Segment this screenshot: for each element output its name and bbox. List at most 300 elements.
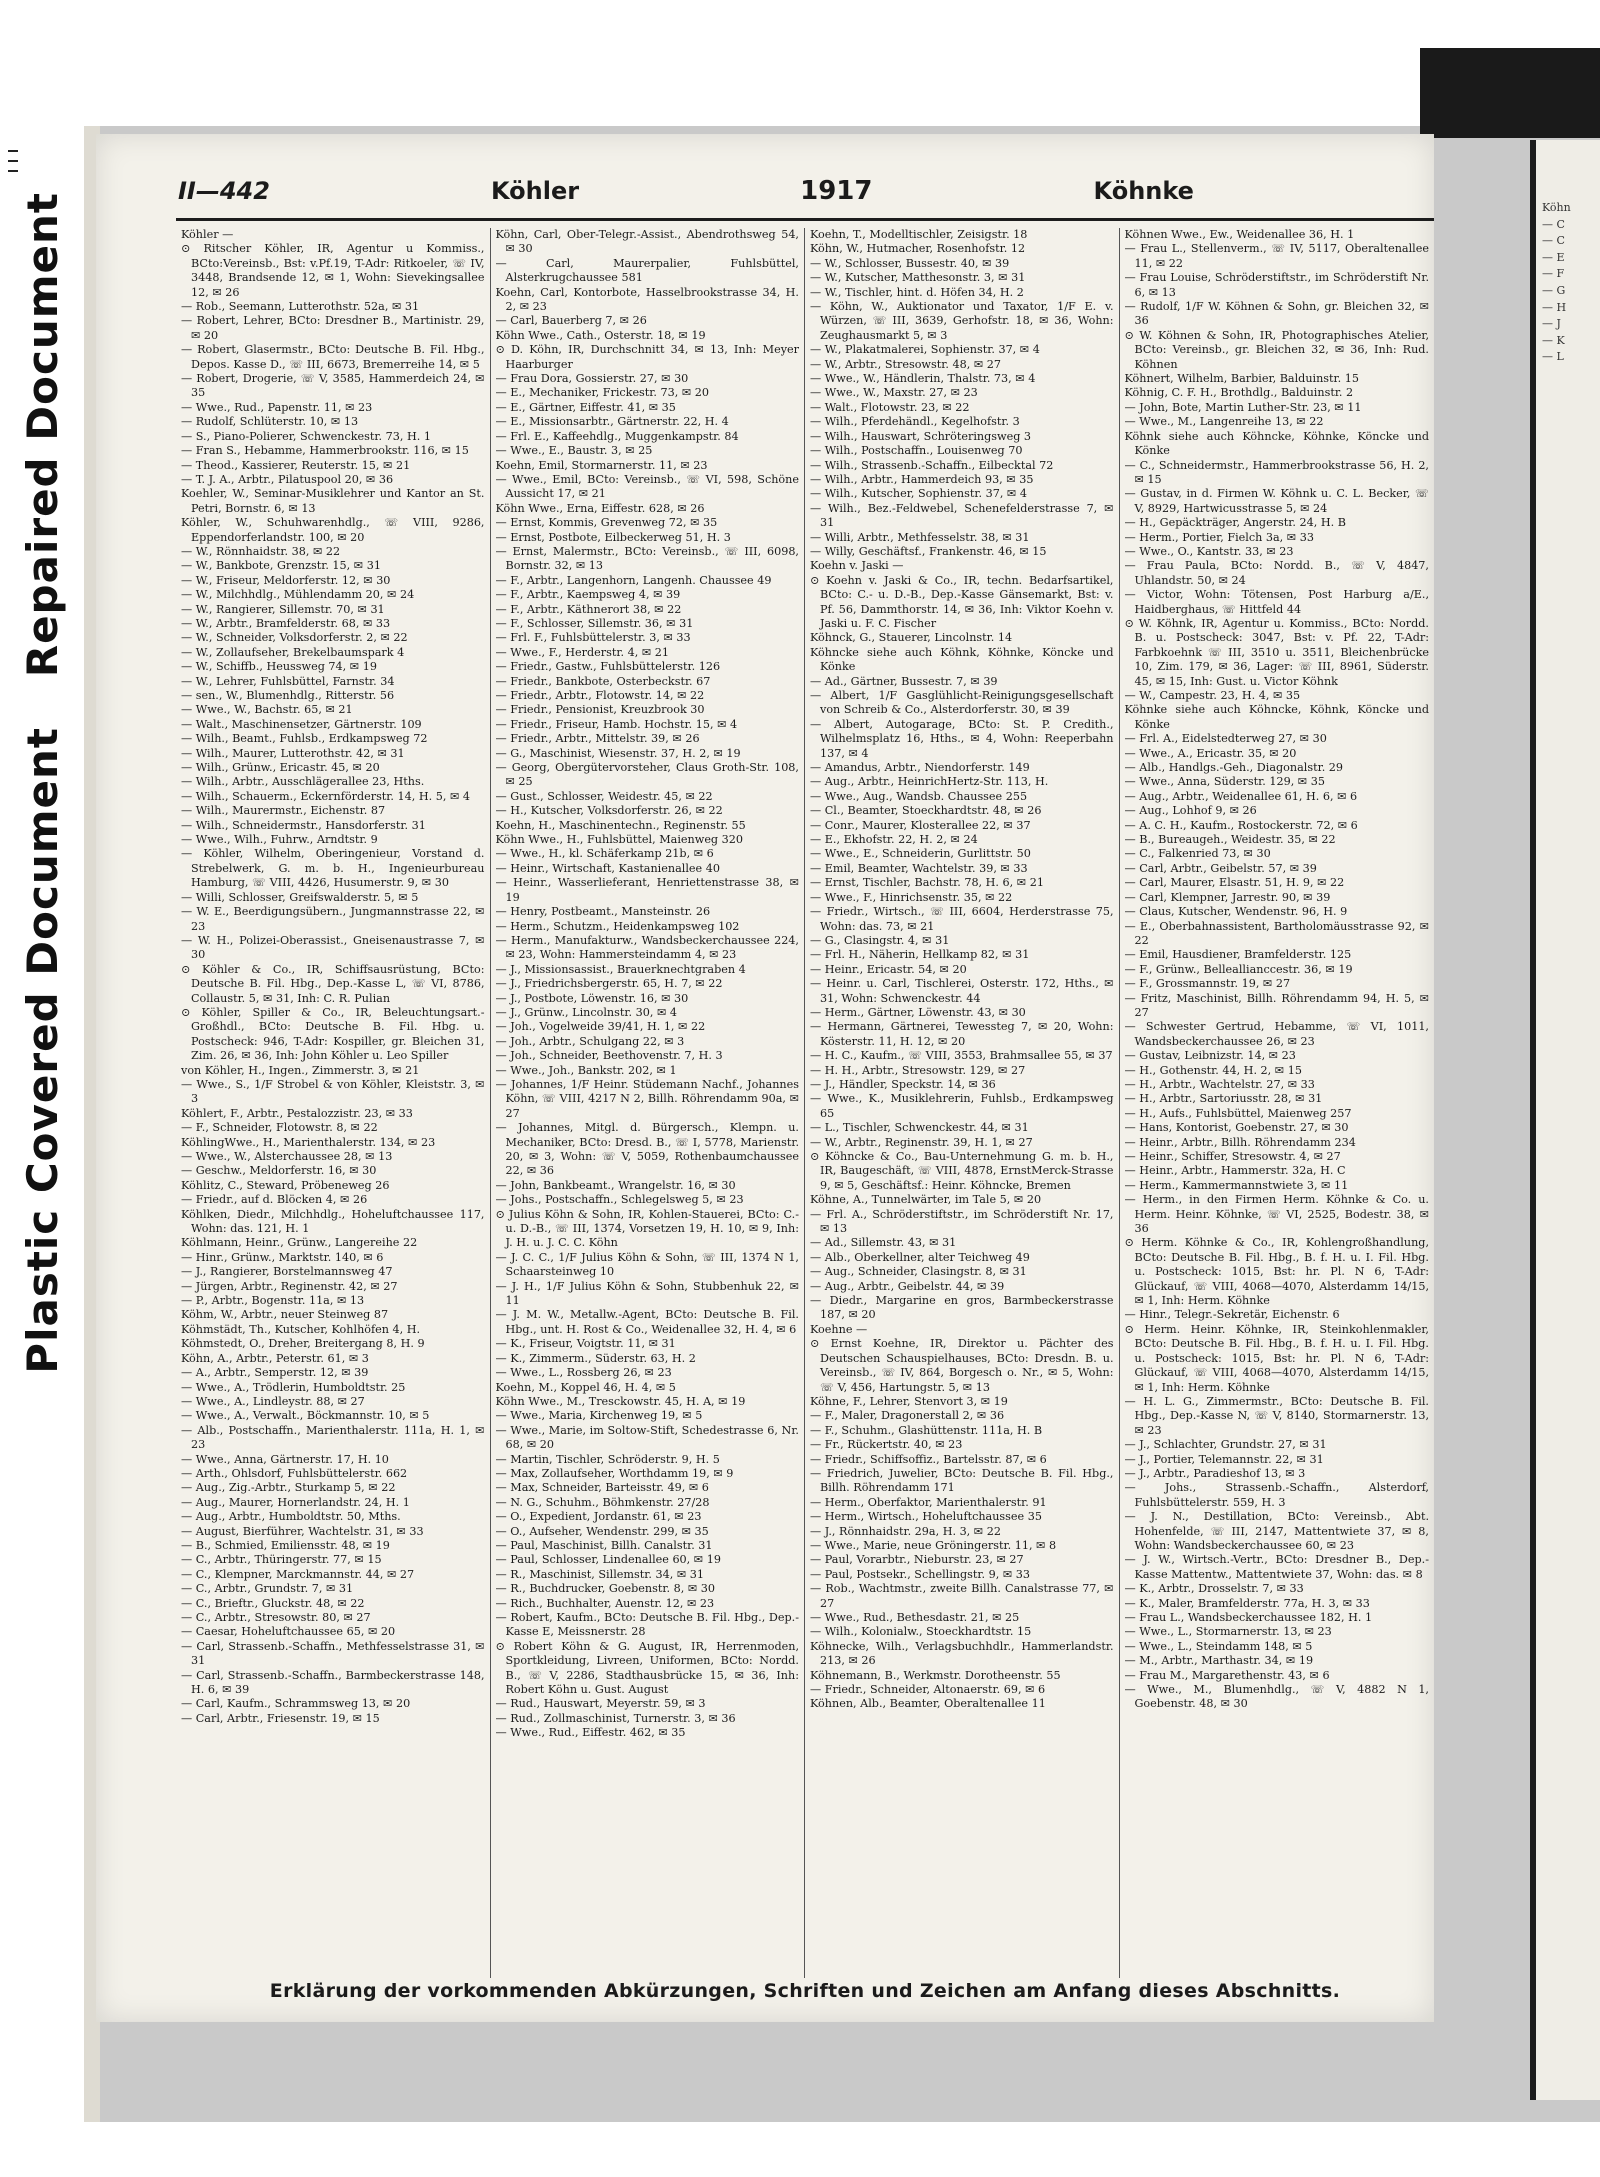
directory-entry: — Wilh., Maurer, Lutterothstr. 42, ✉ 31: [181, 746, 405, 760]
directory-entry: — Max, Schneider, Barteisstr. 49, ✉ 6: [495, 1481, 709, 1495]
directory-entry: — Walt., Maschinensetzer, Gärtnerstr. 109: [181, 717, 422, 731]
directory-entry: Köhn Wwe., M., Tresckowstr. 45, H. A, ✉ 19: [495, 1394, 746, 1408]
directory-entry: — Joh., Vogelweide 39/41, H. 1, ✉ 22: [495, 1020, 706, 1034]
directory-entry: — Wwe., Rud., Papenstr. 11, ✉ 23: [181, 400, 373, 414]
directory-entry: ⊙ Herm. Köhnke & Co., IR, Kohlengroßhandlung, BCto: Deutsche B. Fil. Hbg., B. f. H. u. I. Fil. Hbg. u. Postscheck: 1015, Bst: hr. Pl. N 6, T-Adr: Glückauf, ☏ VIII, 4068—4070, Alsterdamm 14/15, ✉ 1, Inh: Herm. Köhnke: [1124, 1236, 1429, 1308]
directory-entry: — Cl., Beamter, Stoeckhardtstr. 48, ✉ 26: [810, 804, 1042, 818]
directory-entry: — H. H., Arbtr., Stresowstr. 129, ✉ 27: [810, 1063, 1026, 1077]
directory-entry: — Claus, Kutscher, Wendenstr. 96, H. 9: [1124, 905, 1348, 919]
header-year: 1917: [800, 176, 873, 206]
directory-entry: — Paul, Schlosser, Lindenallee 60, ✉ 19: [495, 1553, 721, 1567]
directory-entry: — Heinr. u. Carl, Tischlerei, Osterstr. 172, Hths., ✉ 31, Wohn: Schwenckestr. 44: [810, 977, 1114, 1005]
directory-entry: Köhnig, C. F. H., Brothdlg., Balduinstr. 2: [1124, 386, 1354, 400]
directory-entry: — Friedr., Wirtsch., ☏ III, 6604, Herderstrasse 75, Wohn: das. 73, ✉ 21: [810, 905, 1114, 933]
directory-entry: — Wwe., K., Musiklehrerin, Fuhlsb., Erdkampsweg 65: [810, 1092, 1114, 1120]
column-2: [491, 228, 806, 1978]
directory-entry: — Max, Zollaufseher, Worthdamm 19, ✉ 9: [495, 1466, 734, 1480]
directory-entry: Köhlmann, Heinr., Grünw., Langereihe 22: [181, 1236, 418, 1250]
directory-entry: — Schwester Gertrud, Hebamme, ☏ VI, 1011, Wandsbeckerchaussee 26, ✉ 23: [1124, 1020, 1429, 1048]
directory-entry: — F., Arbtr., Käthnerort 38, ✉ 22: [495, 602, 682, 616]
directory-entry: — Ad., Gärtner, Bussestr. 7, ✉ 39: [810, 674, 998, 688]
directory-entry: — G., Clasingstr. 4, ✉ 31: [810, 933, 950, 947]
directory-entry: — Willi, Arbtr., Methfesselstr. 38, ✉ 31: [810, 530, 1030, 544]
directory-entry: — Wilh., Schauerm., Eckernförderstr. 14, H. 5, ✉ 4: [181, 789, 471, 803]
directory-entry: — J. C. C., 1/F Julius Köhn & Sohn, ☏ III, 1374 N 1, Schaarsteinweg 10: [495, 1250, 799, 1279]
directory-entry: Koehler, W., Seminar-Musiklehrer und Kantor an St. Petri, Bornstr. 6, ✉ 13: [181, 487, 485, 515]
directory-entry: — Aug., Schneider, Clasingstr. 8, ✉ 31: [810, 1265, 1027, 1279]
directory-entry: Koehn, Emil, Stormarnerstr. 11, ✉ 23: [495, 458, 708, 472]
directory-entry: — Wwe., A., Verwalt., Böckmannstr. 10, ✉ 5: [181, 1409, 430, 1423]
directory-entry: — Wilh., Hauswart, Schröteringsweg 3: [810, 429, 1032, 443]
directory-entry: — Herm., Manufakturw., Wandsbeckerchaussee 224, ✉ 23, Wohn: Hammersteindamm 4, ✉ 23: [495, 933, 799, 962]
directory-entry: — Fran S., Hebamme, Hammerbrookstr. 116, ✉ 15: [181, 444, 469, 458]
page-footer: Erklärung der vorkommenden Abkürzungen, Schriften und Zeichen am Anfang dieses Abschnitts.: [269, 1980, 1341, 2002]
repaired-document-label: [0, 170, 84, 700]
directory-entry: — C., Arbtr., Grundstr. 7, ✉ 31: [181, 1582, 354, 1596]
directory-entry: — Paul, Postsekr., Schellingstr. 9, ✉ 33: [810, 1567, 1031, 1581]
directory-entry: — R., Buchdrucker, Goebenstr. 8, ✉ 30: [495, 1582, 715, 1596]
column-3: [805, 228, 1120, 1978]
directory-entry: — Rud., Hauswart, Meyerstr. 59, ✉ 3: [495, 1697, 706, 1711]
column-4: [1120, 228, 1435, 1978]
directory-entry: Köhn, A., Arbtr., Peterstr. 61, ✉ 3: [181, 1351, 369, 1365]
directory-entry: — Friedr., auf d. Blöcken 4, ✉ 26: [181, 1193, 368, 1207]
directory-entry: — Heinr., Ericastr. 54, ✉ 20: [810, 962, 967, 976]
directory-entry: — F., Schneider, Flotowstr. 8, ✉ 22: [181, 1121, 378, 1135]
directory-entry: — A. C. H., Kaufm., Rostockerstr. 72, ✉ 6: [1124, 818, 1358, 832]
directory-entry: — C., Schneidermstr., Hammerbrookstrasse 56, H. 2, ✉ 15: [1124, 458, 1429, 486]
directory-entry: — H., Kutscher, Volksdorferstr. 26, ✉ 22: [495, 804, 723, 818]
directory-entry: — Wwe., Marie, neue Gröningerstr. 11, ✉ 8: [810, 1538, 1057, 1552]
scan-corner-shadow: [1420, 48, 1600, 138]
directory-entry: — Rob., Seemann, Lutterothstr. 52a, ✉ 31: [181, 300, 420, 314]
directory-entry: — W., Rangierer, Sillemstr. 70, ✉ 31: [181, 602, 385, 616]
directory-entry: — Albert, Autogarage, BCto: St. P. Credith., Wilhelmsplatz 16, Hths., ✉ 4, Wohn: Reeperbahn 137, ✉ 4: [810, 717, 1114, 760]
directory-entry: Köhnke siehe auch Köhncke, Köhnk, Köncke und Könke: [1124, 703, 1429, 731]
directory-entry: Köhncke siehe auch Köhnk, Köhnke, Köncke und Könke: [810, 645, 1114, 674]
directory-entry: — C., Arbtr., Stresowstr. 80, ✉ 27: [181, 1611, 371, 1624]
directory-entry: Köhnen Wwe., Ew., Weidenallee 36, H. 1: [1124, 228, 1355, 241]
directory-entry: — K., Friseur, Voigtstr. 11, ✉ 31: [495, 1337, 676, 1351]
directory-entry: Köhn Wwe., Cath., Osterstr. 18, ✉ 19: [495, 328, 706, 342]
directory-entry: — Wwe., Anna, Süderstr. 129, ✉ 35: [1124, 775, 1325, 789]
directory-entry: — J. M. W., Metallw.-Agent, BCto: Deutsche B. Fil. Hbg., unt. H. Rost & Co., Weidenallee 32, H. 4, ✉ 6: [495, 1308, 799, 1336]
directory-entry: — Joh., Schneider, Beethovenstr. 7, H. 3: [495, 1049, 723, 1063]
directory-entry: — Wilh., Schneidermstr., Hansdorferstr. 31: [181, 818, 426, 832]
directory-entry: — Wwe., Wilh., Fuhrw., Arndtstr. 9: [181, 833, 378, 847]
directory-entry: — W., Zollaufseher, Brekelbaumspark 4: [181, 645, 405, 659]
directory-entry: — Wwe., E., Schneiderin, Gurlittstr. 50: [810, 847, 1031, 861]
directory-entry: — J., Missionsassist., Brauerknechtgraben 4: [495, 962, 746, 976]
directory-entry: Köhne, A., Tunnelwärter, im Tale 5, ✉ 20: [810, 1193, 1042, 1207]
directory-entry: — Fritz, Maschinist, Billh. Röhrendamm 94, H. 5, ✉ 27: [1124, 991, 1429, 1019]
directory-entry: Köhne, F., Lehrer, Stenvort 3, ✉ 19: [810, 1394, 1008, 1408]
directory-entry: — H., Arbtr., Sartoriusstr. 28, ✉ 31: [1124, 1092, 1323, 1106]
directory-entry: Köhnert, Wilhelm, Barbier, Balduinstr. 15: [1124, 372, 1360, 386]
directory-entry: — August, Bierführer, Wachtelstr. 31, ✉ 33: [181, 1524, 424, 1538]
directory-entry: — Ernst, Kommis, Grevenweg 72, ✉ 35: [495, 516, 718, 530]
directory-entry: — Frl. F., Fuhlsbüttelerstr. 3, ✉ 33: [495, 631, 691, 645]
directory-entry: — H. C., Kaufm., ☏ VIII, 3553, Brahmsallee 55, ✉ 37: [810, 1049, 1113, 1063]
directory-entry: — Frl. A., Schröderstiftstr., im Schröderstift Nr. 17, ✉ 13: [810, 1207, 1114, 1236]
directory-entry: — Herm., Oberfaktor, Marienthalerstr. 91: [810, 1495, 1047, 1509]
directory-entry: — J., Schlachter, Grundstr. 27, ✉ 31: [1124, 1438, 1327, 1452]
directory-entry: Köhnen, Alb., Beamter, Oberaltenallee 11: [810, 1697, 1046, 1711]
directory-entry: Köhn, W., Hutmacher, Rosenhofstr. 12: [810, 242, 1026, 256]
directory-entry: — J., Rangierer, Borstelmannsweg 47: [181, 1265, 393, 1279]
directory-entry: — Heinr., Arbtr., Hammerstr. 32a, H. C: [1124, 1164, 1346, 1178]
directory-entry: — K., Zimmerm., Süderstr. 63, H. 2: [495, 1351, 696, 1365]
directory-entry: — Carl, Arbtr., Geibelstr. 57, ✉ 39: [1124, 861, 1317, 875]
directory-entry: — Alb., Handlgs.-Geh., Diagonalstr. 29: [1124, 761, 1344, 775]
directory-entry: Köhm, W., Arbtr., neuer Steinweg 87: [181, 1308, 389, 1322]
directory-entry: — Friedr., Schiffsoffiz., Bartelsstr. 87, ✉ 6: [810, 1452, 1047, 1466]
directory-entry: — W., Rönnhaidstr. 38, ✉ 22: [181, 544, 341, 558]
directory-entry: — Carl, Bauerberg 7, ✉ 26: [495, 314, 647, 328]
page-header: [178, 176, 1434, 212]
directory-entry: ⊙ D. Köhn, IR, Durchschnitt 34, ✉ 13, Inh: Meyer Haarburger: [495, 343, 799, 371]
directory-entry: — P., Arbtr., Bogenstr. 11a, ✉ 13: [181, 1294, 365, 1308]
directory-entry: — Rudolf, 1/F W. Köhnen & Sohn, gr. Bleichen 32, ✉ 36: [1124, 300, 1429, 328]
directory-entry: — H., Gothenstr. 44, H. 2, ✉ 15: [1124, 1063, 1302, 1077]
directory-entry: — Albert, 1/F Gasglühlicht-Reinigungsgesellschaft von Schreib & Co., Alsterdorferstr. 30, ✉ 39: [810, 689, 1114, 717]
directory-entry: — K., Maler, Bramfelderstr. 77a, H. 3, ✉ 33: [1124, 1596, 1370, 1610]
directory-entry: — Victor, Wohn: Tötensen, Post Harburg a/E., Haidberghaus, ☏ Hittfeld 44: [1124, 588, 1429, 616]
directory-entry: — J., Händler, Speckstr. 14, ✉ 36: [810, 1077, 996, 1091]
directory-entry: — Wilh., Kutscher, Sophienstr. 37, ✉ 4: [810, 487, 1027, 501]
directory-entry: — Wwe., Emil, BCto: Vereinsb., ☏ VI, 598, Schöne Aussicht 17, ✉ 21: [495, 472, 799, 501]
directory-entry: — Herm., in den Firmen Herm. Köhnke & Co. u. Herm. Heinr. Köhnke, ☏ VI, 2525, Bodestr. 38, ✉ 36: [1124, 1193, 1429, 1236]
page-number: II—442: [178, 177, 270, 205]
directory-entry: ⊙ Robert Köhn & G. August, IR, Herrenmoden, Sportkleidung, Livreen, Uniformen, BCto: Nordd. B., ☏ V, 2286, Stadthausbrücke 15, ✉ 36, Inh: Robert Köhn u. Gust. August: [495, 1639, 799, 1697]
directory-entry: — N. G., Schuhm., Böhmkenstr. 27/28: [495, 1495, 710, 1509]
directory-entry: — John, Bankbeamt., Wrangelstr. 16, ✉ 30: [495, 1178, 736, 1192]
directory-entry: — Frl. H., Näherin, Hellkamp 82, ✉ 31: [810, 948, 1030, 962]
directory-entry: — Wwe., Anna, Gärtnerstr. 17, H. 10: [181, 1452, 389, 1466]
directory-entry: — Henry, Postbeamt., Mansteinstr. 26: [495, 905, 711, 919]
directory-entry: — Hermann, Gärtnerei, Tewessteg 7, ✉ 20, Wohn: Kösterstr. 11, H. 12, ✉ 20: [810, 1020, 1114, 1048]
directory-entry: — W., Bankbote, Grenzstr. 15, ✉ 31: [181, 559, 381, 573]
directory-entry: Koehn, T., Modelltischler, Zeisigstr. 18: [810, 228, 1028, 241]
directory-entry: KöhlingWwe., H., Marienthalerstr. 134, ✉ 23: [181, 1135, 436, 1149]
directory-entry: — Geschw., Meldorferstr. 16, ✉ 30: [181, 1164, 377, 1178]
directory-entry: — Frau M., Margarethenstr. 43, ✉ 6: [1124, 1668, 1330, 1682]
directory-entry: — Wwe., S., 1/F Strobel & von Köhler, Kleiststr. 3, ✉ 3: [181, 1077, 485, 1106]
directory-entry: — Robert, Lehrer, BCto: Dresdner B., Martinistr. 29, ✉ 20: [181, 314, 485, 342]
directory-entry: — Wwe., F., Hinrichsenstr. 35, ✉ 22: [810, 890, 1013, 904]
directory-entry: — Gustav, in d. Firmen W. Köhnk u. C. L. Becker, ☏ V, 8929, Hartwicusstrasse 5, ✉ 24: [1124, 487, 1429, 515]
directory-entry: — W., Plakatmalerei, Sophienstr. 37, ✉ 4: [810, 343, 1040, 357]
directory-entry: Köhnecke, Wilh., Verlagsbuchhdlr., Hammerlandstr. 213, ✉ 26: [810, 1639, 1114, 1668]
directory-entry: — H., Aufs., Fuhlsbüttel, Maienweg 257: [1124, 1106, 1352, 1120]
directory-entry: — Rob., Wachtmstr., zweite Billh. Canalstrasse 77, ✉ 27: [810, 1582, 1114, 1610]
directory-entry: — Conr., Maurer, Klosterallee 22, ✉ 37: [810, 818, 1031, 832]
directory-entry: — Walt., Flotowstr. 23, ✉ 22: [810, 400, 970, 414]
directory-entry: — J., Grünw., Lincolnstr. 30, ✉ 4: [495, 1005, 677, 1019]
directory-entry: — Frl. A., Eidelstedterweg 27, ✉ 30: [1124, 732, 1327, 746]
directory-entry: — Herm., Gärtner, Löwenstr. 43, ✉ 30: [810, 1005, 1026, 1019]
directory-entry: — Wilh., Grünw., Ericastr. 45, ✉ 20: [181, 761, 380, 775]
directory-entry: — Wwe., W., Maxstr. 27, ✉ 23: [810, 386, 978, 400]
directory-entry: Koehn, M., Koppel 46, H. 4, ✉ 5: [495, 1380, 676, 1394]
directory-entry: — W., Arbtr., Stresowstr. 48, ✉ 27: [810, 357, 1001, 371]
directory-entry: — Aug., Maurer, Hornerlandstr. 24, H. 1: [181, 1495, 410, 1509]
directory-entry: — Wilh., Strassenb.-Schaffn., Eilbecktal 72: [810, 458, 1054, 472]
directory-entry: — Johs., Postschaffn., Schlegelsweg 5, ✉ 23: [495, 1193, 744, 1207]
directory-entry: — Ernst, Malermstr., BCto: Vereinsb., ☏ III, 6098, Bornstr. 32, ✉ 13: [495, 544, 799, 573]
directory-entry: — Carl, Strassenb.-Schaffn., Barmbeckerstrasse 148, H. 6, ✉ 39: [181, 1668, 485, 1697]
directory-entry: — J., Portier, Telemannstr. 22, ✉ 31: [1124, 1452, 1324, 1466]
directory-entry: — F., Schuhm., Glashüttenstr. 111a, H. B: [810, 1423, 1043, 1437]
directory-entry: — Wilh., Beamt., Fuhlsb., Erdkampsweg 72: [181, 732, 428, 746]
directory-entry: — E., Mechaniker, Frickestr. 73, ✉ 20: [495, 386, 710, 400]
directory-entry: — Willy, Geschäftsf., Frankenstr. 46, ✉ 15: [810, 544, 1047, 558]
directory-entry: ⊙ Koehn v. Jaski & Co., IR, techn. Bedarfsartikel, BCto: C.- u. D.-B., Dep.-Kasse Gänsemarkt, Bst: v. Pf. 56, Dammthorstr. 14, ✉ 36, Inh: Viktor Koehn v. Jaski u. F. C. Fischer: [810, 573, 1114, 630]
directory-entry: — Hinr., Telegr.-Sekretär, Eichenstr. 6: [1124, 1308, 1340, 1322]
directory-entry: — J., Friedrichsbergerstr. 65, H. 7, ✉ 22: [495, 977, 723, 991]
directory-columns: [176, 228, 1434, 1978]
directory-entry: — Alb., Oberkellner, alter Teichweg 49: [810, 1250, 1030, 1264]
directory-entry: — Herm., Wirtsch., Hoheluftchaussee 35: [810, 1510, 1042, 1524]
directory-entry: — F., Arbtr., Kaempsweg 4, ✉ 39: [495, 588, 681, 602]
directory-entry: — Wilh., Bez.-Feldwebel, Schenefelderstrasse 7, ✉ 31: [810, 501, 1114, 530]
directory-entry: — Robert, Drogerie, ☏ V, 3585, Hammerdeich 24, ✉ 35: [181, 372, 485, 400]
directory-entry: — L., Tischler, Schwenckestr. 44, ✉ 31: [810, 1121, 1029, 1135]
directory-entry: Koehn, Carl, Kontorbote, Hasselbrookstrasse 34, H. 2, ✉ 23: [495, 285, 799, 314]
directory-entry: — Ernst, Tischler, Bachstr. 78, H. 6, ✉ 21: [810, 876, 1044, 890]
directory-entry: Koehn, H., Maschinentechn., Reginenstr. 55: [495, 818, 746, 832]
directory-entry: Köhn Wwe., Erna, Eiffestr. 628, ✉ 26: [495, 501, 705, 515]
directory-entry: — Diedr., Margarine en gros, Barmbeckerstrasse 187, ✉ 20: [810, 1294, 1114, 1322]
directory-entry: — G., Maschinist, Wiesenstr. 37, H. 2, ✉ 19: [495, 746, 741, 760]
directory-entry: — Wwe., E., Baustr. 3, ✉ 25: [495, 444, 653, 458]
directory-entry: — Rich., Buchhalter, Auenstr. 12, ✉ 23: [495, 1596, 715, 1610]
directory-entry: — Wwe., H., kl. Schäferkamp 21b, ✉ 6: [495, 847, 714, 861]
directory-entry: — S., Piano-Polierer, Schwenckestr. 73, H. 1: [181, 429, 431, 443]
directory-entry: — Emil, Beamter, Wachtelstr. 39, ✉ 33: [810, 861, 1028, 875]
directory-entry: ⊙ Köhncke & Co., Bau-Unternehmung G. m. b. H., IR, Baugeschäft, ☏ VIII, 4878, ErnstMerck-Strasse 9, ✉ 5, Geschäftsf.: Heinr. Köhncke, Bremen: [810, 1150, 1114, 1192]
directory-entry: — Amandus, Arbtr., Niendorferstr. 149: [810, 761, 1030, 775]
directory-entry: — Wwe., Maria, Kirchenweg 19, ✉ 5: [495, 1409, 703, 1423]
directory-entry: — Wwe., Aug., Wandsb. Chaussee 255: [810, 789, 1028, 803]
directory-entry: — Wwe., A., Ericastr. 35, ✉ 20: [1124, 746, 1297, 760]
directory-entry: — Martin, Tischler, Schröderstr. 9, H. 5: [495, 1452, 720, 1466]
directory-entry: — Wwe., F., Herderstr. 4, ✉ 21: [495, 645, 670, 659]
directory-entry: Köhnk siehe auch Köhncke, Köhnke, Köncke und Könke: [1124, 429, 1429, 458]
directory-entry: — C., Falkenried 73, ✉ 30: [1124, 847, 1271, 861]
directory-entry: Köhlert, F., Arbtr., Pestalozzistr. 23, ✉ 33: [181, 1106, 413, 1120]
directory-entry: — Willi, Schlosser, Greifswalderstr. 5, ✉ 5: [181, 890, 419, 904]
directory-entry: — F., Grünw., Belleallianccestr. 36, ✉ 19: [1124, 962, 1353, 976]
directory-entry: — Georg, Obergütervorsteher, Claus Groth-Str. 108, ✉ 25: [495, 761, 799, 789]
directory-entry: — Köhn, W., Auktionator und Taxator, 1/F E. v. Würzen, ☏ III, 3639, Gerhofstr. 18, ✉ 36, Wohn: Zeughausmarkt 5, ✉ 3: [810, 300, 1114, 342]
header-right-keyword: Köhnke: [1093, 177, 1194, 205]
directory-entry: — H. L. G., Zimmermstr., BCto: Deutsche B. Fil. Hbg., Dep.-Kasse N, ☏ V, 8140, Stormarnerstr. 13, ✉ 23: [1124, 1394, 1429, 1437]
directory-entry: — W., Tischler, hint. d. Höfen 34, H. 2: [810, 285, 1024, 299]
directory-entry: — Carl, Maurerpalier, Fuhlsbüttel, Alsterkrugchaussee 581: [495, 256, 799, 285]
column-1: [176, 228, 491, 1978]
directory-entry: — Heinr., Wirtschaft, Kastanienallee 40: [495, 861, 720, 875]
directory-entry: — Wilh., Arbtr., Hammerdeich 93, ✉ 35: [810, 472, 1034, 486]
directory-entry: — Rud., Zollmaschinist, Turnerstr. 3, ✉ 36: [495, 1711, 736, 1725]
directory-entry: — Frau Dora, Gossierstr. 27, ✉ 30: [495, 372, 689, 386]
directory-entry: — Friedr., Arbtr., Mittelstr. 39, ✉ 26: [495, 732, 700, 746]
directory-entry: — O., Aufseher, Wendenstr. 299, ✉ 35: [495, 1524, 709, 1538]
directory-entry: — Heinr., Wasserlieferant, Henriettenstrasse 38, ✉ 19: [495, 876, 799, 904]
directory-entry: — Ad., Sillemstr. 43, ✉ 31: [810, 1236, 957, 1250]
directory-entry: — Carl, Kaufm., Schrammsweg 13, ✉ 20: [181, 1697, 411, 1711]
directory-entry: — O., Expedient, Jordanstr. 61, ✉ 23: [495, 1510, 702, 1524]
directory-entry: — Wwe., O., Kantstr. 33, ✉ 23: [1124, 544, 1294, 558]
directory-entry: — H., Gepäckträger, Angerstr. 24, H. B: [1124, 516, 1346, 530]
directory-entry: — W., Kutscher, Matthesonstr. 3, ✉ 31: [810, 271, 1026, 285]
directory-entry: — Arth., Ohlsdorf, Fuhlsbüttelerstr. 662: [181, 1466, 408, 1480]
directory-entry: — Frau L., Wandsbeckerchaussee 182, H. 1: [1124, 1611, 1373, 1624]
directory-entry: — Wwe., Rud., Bethesdastr. 21, ✉ 25: [810, 1611, 1020, 1624]
directory-entry: Köhnemann, B., Werkmstr. Dorotheenstr. 55: [810, 1668, 1061, 1682]
directory-entry: — Wilh., Pferdehändl., Kegelhofstr. 3: [810, 415, 1020, 429]
directory-entry: — Wwe., Marie, im Soltow-Stift, Schedestrasse 6, Nr. 68, ✉ 20: [495, 1423, 799, 1452]
directory-entry: — Paul, Vorarbtr., Nieburstr. 23, ✉ 27: [810, 1553, 1024, 1567]
directory-entry: — Joh., Arbtr., Schulgang 22, ✉ 3: [495, 1034, 685, 1048]
directory-entry: — Aug., Lohhof 9, ✉ 26: [1124, 804, 1257, 818]
directory-entry: ⊙ Ernst Koehne, IR, Direktor u. Pächter des Deutschen Schauspielhauses, BCto: Dresdn. B. u. Vereinsb., ☏ IV, 864, Borgesch o. Nr., ✉ 5, Wohn: ☏ V, 456, Hartungstr. 5, ✉ 13: [810, 1337, 1114, 1394]
directory-entry: — sen., W., Blumenhdlg., Ritterstr. 56: [181, 689, 395, 702]
directory-entry: — J. H., 1/F Julius Köhn & Sohn, Stubbenhuk 22, ✉ 11: [495, 1279, 799, 1308]
directory-entry: — F., Schlosser, Sillemstr. 36, ✉ 31: [495, 616, 694, 630]
plastic-covered-label: [0, 726, 84, 1374]
directory-entry: — Robert, Kaufm., BCto: Deutsche B. Fil. Hbg., Dep.-Kasse E, Meissnerstr. 28: [495, 1611, 799, 1639]
directory-entry: Köhn Wwe., H., Fuhlsbüttel, Maienweg 320: [495, 833, 744, 847]
directory-entry: — Aug., Arbtr., Humboldtstr. 50, Mths.: [181, 1510, 401, 1524]
directory-entry: — Köhler, Wilhelm, Oberingenieur, Vorstand d. Strebelwerk, G. m. b. H., Ingenieurbureau Hamburg, ☏ VIII, 4426, Husumerstr. 9, ✉ 30: [181, 847, 485, 890]
directory-entry: Köhler —: [181, 228, 234, 241]
directory-entry: — Paul, Maschinist, Billh. Canalstr. 31: [495, 1538, 713, 1552]
directory-entry: — W., Friseur, Meldorferstr. 12, ✉ 30: [181, 573, 391, 587]
directory-entry: — Theod., Kassierer, Reuterstr. 15, ✉ 21: [181, 458, 411, 472]
left-margin-ticks: [8, 150, 18, 180]
directory-entry: — T. J. A., Arbtr., Pilatuspool 20, ✉ 36: [181, 472, 394, 486]
directory-entry: — Friedr., Bankbote, Osterbeckstr. 67: [495, 674, 711, 688]
directory-entry: — Friedr., Pensionist, Kreuzbrook 30: [495, 703, 705, 717]
directory-entry: — Herm., Schutzm., Heidenkampsweg 102: [495, 919, 740, 933]
directory-entry: — J., Arbtr., Paradieshof 13, ✉ 3: [1124, 1466, 1306, 1480]
directory-entry: — E., Ekhofstr. 22, H. 2, ✉ 24: [810, 833, 978, 847]
directory-entry: — Frau L., Stellenverm., ☏ IV, 5117, Oberaltenallee 11, ✉ 22: [1124, 242, 1429, 270]
directory-entry: — Wwe., A., Lindleystr. 88, ✉ 27: [181, 1394, 365, 1408]
directory-entry: — W. H., Polizei-Oberassist., Gneisenaustrasse 7, ✉ 30: [181, 933, 485, 962]
directory-entry: — Caesar, Hoheluftchaussee 65, ✉ 20: [181, 1625, 396, 1639]
directory-entry: — K., Arbtr., Drosselstr. 7, ✉ 33: [1124, 1582, 1304, 1596]
directory-entry: — John, Bote, Martin Luther-Str. 23, ✉ 11: [1124, 400, 1362, 414]
directory-entry: — Friedr., Gastw., Fuhlsbüttelerstr. 126: [495, 660, 721, 674]
directory-entry: — Wwe., L., Stormarnerstr. 13, ✉ 23: [1124, 1625, 1332, 1639]
directory-entry: — Wilh., Arbtr., Ausschlägerallee 23, Hths.: [181, 775, 425, 789]
directory-entry: — Alb., Postschaffn., Marienthalerstr. 111a, H. 1, ✉ 23: [181, 1423, 485, 1452]
directory-entry: — Rudolf, Schlüterstr. 10, ✉ 13: [181, 415, 359, 429]
directory-entry: — Herm., Portier, Fielch 3a, ✉ 33: [1124, 530, 1314, 544]
plastic-covered-text: Plastic Covered Document: [17, 726, 67, 1374]
directory-entry: — W., Lehrer, Fuhlsbüttel, Farnstr. 34: [181, 674, 395, 688]
directory-entry: — M., Arbtr., Marthastr. 34, ✉ 19: [1124, 1654, 1314, 1668]
directory-entry: von Köhler, H., Ingen., Zimmerstr. 3, ✉ 21: [181, 1063, 420, 1077]
directory-entry: — Wwe., W., Bachstr. 65, ✉ 21: [181, 703, 353, 717]
directory-entry: — R., Maschinist, Sillemstr. 34, ✉ 31: [495, 1567, 704, 1581]
directory-entry: — Gustav, Leibnizstr. 14, ✉ 23: [1124, 1049, 1296, 1063]
directory-entry: — A., Arbtr., Semperstr. 12, ✉ 39: [181, 1366, 369, 1380]
directory-entry: Köhlitz, C., Steward, Pröbeneweg 26: [181, 1178, 390, 1192]
directory-entry: — W., Schneider, Volksdorferstr. 2, ✉ 22: [181, 631, 408, 645]
directory-entry: ⊙ W. Köhnen & Sohn, IR, Photographisches Atelier, BCto: Vereinsb., gr. Bleichen 32, ✉ 36, Inh: Rud. Köhnen: [1124, 328, 1429, 371]
directory-entry: — Wwe., M., Blumenhdlg., ☏ V, 4882 N 1, Goebenstr. 48, ✉ 30: [1124, 1683, 1429, 1711]
directory-entry: — Wwe., M., Langenreihe 13, ✉ 22: [1124, 415, 1324, 429]
directory-entry: — Frl. E., Kaffeehdlg., Muggenkampstr. 84: [495, 429, 739, 443]
directory-entry: Köhmstädt, Th., Kutscher, Kohlhöfen 4, H.: [181, 1322, 421, 1336]
header-left-keyword: Köhler: [491, 177, 580, 205]
directory-entry: — Wwe., Rud., Eiffestr. 462, ✉ 35: [495, 1726, 686, 1740]
directory-entry: — Johs., Strassenb.-Schaffn., Alsterdorf, Fuhlsbüttelerstr. 559, H. 3: [1124, 1481, 1429, 1509]
directory-entry: — Aug., Zig.-Arbtr., Sturkamp 5, ✉ 22: [181, 1481, 396, 1495]
directory-entry: — W., Milchhdlg., Mühlendamm 20, ✉ 24: [181, 588, 415, 602]
directory-entry: Köhmstedt, O., Dreher, Breitergang 8, H. 9: [181, 1337, 425, 1351]
directory-entry: — Fr., Rückertstr. 40, ✉ 23: [810, 1438, 963, 1452]
directory-entry: — Aug., Arbtr., Weidenallee 61, H. 6, ✉ 6: [1124, 789, 1358, 803]
directory-entry: — Heinr., Schiffer, Stresowstr. 4, ✉ 27: [1124, 1150, 1341, 1163]
adjacent-page-strip: [1530, 140, 1600, 2100]
directory-entry: Köhn, Carl, Ober-Telegr.-Assist., Abendrothsweg 54, ✉ 30: [495, 228, 799, 256]
directory-entry: — Carl, Klempner, Jarrestr. 90, ✉ 39: [1124, 890, 1331, 904]
directory-entry: — Wwe., W., Alsterchaussee 28, ✉ 13: [181, 1150, 393, 1163]
directory-entry: — Carl, Arbtr., Friesenstr. 19, ✉ 15: [181, 1711, 380, 1725]
directory-entry: — W. E., Beerdigungsübern., Jungmannstrasse 22, ✉ 23: [181, 905, 485, 933]
directory-entry: — C., Arbtr., Thüringerstr. 77, ✉ 15: [181, 1553, 382, 1567]
directory-entry: — W., Schlosser, Bussestr. 40, ✉ 39: [810, 256, 1010, 270]
directory-entry: ⊙ Ritscher Köhler, IR, Agentur u Kommiss., BCto:Vereinsb., Bst: v.Pf.19, T-Adr: Ritkoeler, ☏ IV, 3448, Brandsende 12, ✉ 1, Wohn: Sievekingsallee 12, ✉ 26: [181, 242, 485, 299]
directory-entry: — B., Bureaugeh., Weidestr. 35, ✉ 22: [1124, 833, 1336, 847]
directory-entry: — Gust., Schlosser, Weidestr. 45, ✉ 22: [495, 789, 713, 803]
directory-entry: ⊙ Köhler & Co., IR, Schiffsausrüstung, BCto: Deutsche B. Fil. Hbg., Dep.-Kasse L, ☏ VI, 8786, Collaustr. 5, ✉ 31, Inh: C. R. Pulian: [181, 962, 485, 1005]
directory-entry: — Hans, Kontorist, Goebenstr. 27, ✉ 30: [1124, 1121, 1349, 1135]
directory-entry: Köhlken, Diedr., Milchhdlg., Hoheluftchaussee 117, Wohn: das. 121, H. 1: [181, 1207, 485, 1236]
directory-entry: — Ernst, Postbote, Eilbeckerweg 51, H. 3: [495, 530, 731, 544]
directory-entry: — J., Postbote, Löwenstr. 16, ✉ 30: [495, 991, 689, 1005]
directory-entry: — Wwe., L., Rossberg 26, ✉ 23: [495, 1366, 672, 1380]
directory-entry: — Johannes, 1/F Heinr. Stüdemann Nachf., Johannes Köhn, ☏ VIII, 4217 N 2, Billh. Röhrendamm 90a, ✉ 27: [495, 1077, 799, 1120]
directory-entry: — J. W., Wirtsch.-Vertr., BCto: Dresdner B., Dep.-Kasse Mattentw., Mattentwiete 37, Wohn: das. ✉ 8: [1124, 1553, 1429, 1581]
directory-entry: Köhnck, G., Stauerer, Lincolnstr. 14: [810, 631, 1013, 645]
directory-entry: — C., Brieftr., Gluckstr. 48, ✉ 22: [181, 1596, 365, 1610]
directory-entry: ⊙ Köhler, Spiller & Co., IR, Beleuchtungsart.-Großhdl., BCto: Deutsche B. Fil. Hbg. u. Postscheck: 946, T-Adr: Kospiller, gr. Bleichen 31, Zim. 26, ✉ 36, Inh: John Köhler u. Leo Spiller: [181, 1005, 485, 1063]
directory-entry: — Hinr., Grünw., Marktstr. 140, ✉ 6: [181, 1250, 384, 1264]
directory-entry: — W., Arbtr., Bramfelderstr. 68, ✉ 33: [181, 616, 391, 630]
directory-entry: Köhler, W., Schuhwarenhdlg., ☏ VIII, 9286, Eppendorferlandstr. 100, ✉ 20: [181, 516, 485, 544]
directory-entry: — Friedr., Arbtr., Flotowstr. 14, ✉ 22: [495, 689, 705, 702]
directory-entry: — Friedrich, Juwelier, BCto: Deutsche B. Fil. Hbg., Billh. Röhrendamm 171: [810, 1466, 1114, 1495]
directory-entry: — Aug., Arbtr., Geibelstr. 44, ✉ 39: [810, 1279, 1005, 1293]
directory-entry: ⊙ W. Köhnk, IR, Agentur u. Kommiss., BCto: Nordd. B. u. Postscheck: 3047, Bst: v. Pf. 22, T-Adr: Farbkoehnk ☏ III, 3510 u. 3511, Bleichenbrücke 10, Zim. 179, ✉ 36, Lager: ☏ III, 8961, Süderstr. 45, ✉ 15, Inh: Gust. u. Victor Köhnk: [1124, 616, 1429, 688]
header-rule: [176, 218, 1434, 221]
directory-entry: — Aug., Arbtr., HeinrichHertz-Str. 113, H.: [810, 775, 1049, 789]
directory-entry: ⊙ Julius Köhn & Sohn, IR, Kohlen-Stauerei, BCto: C.- u. D.-B., ☏ III, 1374, Vorsetzen 19, H. 10, ✉ 9, Inh: J. H. u. J. C. C. Köhn: [495, 1207, 799, 1250]
directory-entry: — Friedr., Friseur, Hamb. Hochstr. 15, ✉ 4: [495, 717, 738, 731]
directory-entry: — Johannes, Mitgl. d. Bürgersch., Klempn. u. Mechaniker, BCto: Dresd. B., ☏ I, 5778, Marienstr. 20, ✉ 3, Wohn: ☏ V, 5059, Rothenbaumchaussee 22, ✉ 36: [495, 1121, 799, 1178]
directory-entry: — Wilh., Maurermstr., Eichenstr. 87: [181, 804, 386, 818]
directory-entry: — Emil, Hausdiener, Bramfelderstr. 125: [1124, 948, 1352, 962]
directory-entry: — H., Arbtr., Wachtelstr. 27, ✉ 33: [1124, 1077, 1315, 1091]
directory-entry: — Friedr., Schneider, Altonaerstr. 69, ✉ 6: [810, 1683, 1046, 1697]
directory-entry: — J., Rönnhaidstr. 29a, H. 3, ✉ 22: [810, 1524, 1001, 1538]
directory-entry: — Wwe., A., Trödlerin, Humboldtstr. 25: [181, 1380, 406, 1394]
